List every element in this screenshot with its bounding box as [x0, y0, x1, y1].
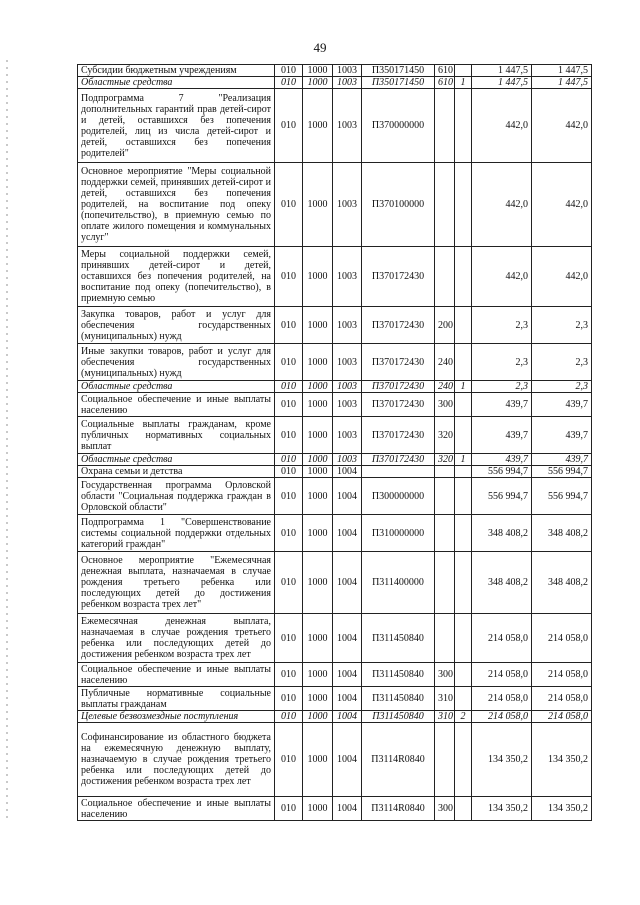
code-target: П370172430: [362, 393, 435, 417]
code-section: 1000: [303, 797, 333, 821]
amount-1: 2,3: [472, 344, 532, 381]
table-row: [78, 393, 592, 417]
code-source: [455, 797, 472, 821]
table-row: [78, 247, 592, 307]
code-subsection: 1004: [333, 723, 362, 797]
code-subsection: 1004: [333, 687, 362, 711]
row-description: Основное мероприятие "Ежемесячная денежная выплата, назначаемая в случае рождения третьего ребенка или последующих детей до достижения ребенком возраста трех лет": [78, 552, 275, 614]
table-row: [78, 65, 592, 77]
code-target: П311450840: [362, 711, 435, 723]
code-source: [455, 663, 472, 687]
amount-2: 134 350,2: [532, 723, 592, 797]
amount-1: 442,0: [472, 247, 532, 307]
table-row: [78, 454, 592, 466]
code-section: 1000: [303, 687, 333, 711]
amount-2: 442,0: [532, 247, 592, 307]
code-target: П311450840: [362, 687, 435, 711]
code-source: [455, 723, 472, 797]
code-source: 1: [455, 381, 472, 393]
code-section: 1000: [303, 163, 333, 247]
table-row: [78, 711, 592, 723]
table-row: [78, 417, 592, 454]
code-ministry: 010: [275, 663, 303, 687]
table-row: [78, 163, 592, 247]
binding-marks: [6, 60, 8, 820]
code-section: 1000: [303, 454, 333, 466]
code-target: П311450840: [362, 663, 435, 687]
code-subsection: 1003: [333, 163, 362, 247]
code-section: 1000: [303, 89, 333, 163]
code-expense-type: 320: [435, 417, 455, 454]
amount-2: 439,7: [532, 393, 592, 417]
code-ministry: 010: [275, 247, 303, 307]
row-description: Закупка товаров, работ и услуг для обеспечения государственных (муниципальных) нужд: [78, 307, 275, 344]
code-expense-type: 240: [435, 381, 455, 393]
code-section: 1000: [303, 381, 333, 393]
code-expense-type: [435, 478, 455, 515]
table-row: [78, 77, 592, 89]
amount-2: 214 058,0: [532, 663, 592, 687]
code-ministry: 010: [275, 797, 303, 821]
row-description: Меры социальной поддержки семей, принявших детей-сирот и детей, оставшихся без попечения родителей, на воспитание под опеку (попечительство), в приемную семью: [78, 247, 275, 307]
code-section: 1000: [303, 614, 333, 663]
row-description: Основное мероприятие "Меры социальной поддержки семей, принявших детей-сирот и детей, оставшихся без попечения родителей, на воспитание под опеку (попечительство), в приемную семью по оплате жилого помещения и коммунальных услуг": [78, 163, 275, 247]
amount-2: 439,7: [532, 454, 592, 466]
code-expense-type: [435, 614, 455, 663]
code-expense-type: 240: [435, 344, 455, 381]
amount-1: 442,0: [472, 163, 532, 247]
code-expense-type: 310: [435, 687, 455, 711]
code-ministry: 010: [275, 65, 303, 77]
code-source: [455, 65, 472, 77]
amount-2: 2,3: [532, 344, 592, 381]
table-row: [78, 723, 592, 797]
code-subsection: 1004: [333, 797, 362, 821]
code-section: 1000: [303, 663, 333, 687]
code-target: П370172430: [362, 307, 435, 344]
code-expense-type: 300: [435, 393, 455, 417]
code-section: 1000: [303, 247, 333, 307]
code-expense-type: [435, 466, 455, 478]
code-subsection: 1003: [333, 344, 362, 381]
amount-2: 348 408,2: [532, 515, 592, 552]
amount-2: 1 447,5: [532, 65, 592, 77]
row-description: Подпрограмма 1 "Совершенствование системы социальной поддержки отдельных категорий граждан": [78, 515, 275, 552]
code-ministry: 010: [275, 307, 303, 344]
code-section: 1000: [303, 552, 333, 614]
code-ministry: 010: [275, 478, 303, 515]
amount-2: 214 058,0: [532, 614, 592, 663]
amount-1: 2,3: [472, 307, 532, 344]
table-row: [78, 381, 592, 393]
code-source: [455, 614, 472, 663]
code-source: [455, 307, 472, 344]
row-description: Целевые безвозмездные поступления: [78, 711, 275, 723]
code-source: 1: [455, 77, 472, 89]
code-target: П350171450: [362, 65, 435, 77]
code-subsection: 1004: [333, 711, 362, 723]
row-description: Государственная программа Орловской области "Социальная поддержка граждан в Орловской области": [78, 478, 275, 515]
code-target: П311400000: [362, 552, 435, 614]
code-source: [455, 466, 472, 478]
code-ministry: 010: [275, 417, 303, 454]
code-source: [455, 247, 472, 307]
code-subsection: 1003: [333, 65, 362, 77]
code-subsection: 1003: [333, 77, 362, 89]
code-source: [455, 478, 472, 515]
table-row: [78, 478, 592, 515]
row-description: Социальные выплаты гражданам, кроме публичных нормативных социальных выплат: [78, 417, 275, 454]
code-subsection: 1003: [333, 381, 362, 393]
amount-1: 134 350,2: [472, 797, 532, 821]
code-section: 1000: [303, 344, 333, 381]
amount-1: 134 350,2: [472, 723, 532, 797]
row-description: Социальное обеспечение и иные выплаты населению: [78, 393, 275, 417]
amount-1: 1 447,5: [472, 77, 532, 89]
amount-1: 439,7: [472, 417, 532, 454]
code-expense-type: 200: [435, 307, 455, 344]
code-source: [455, 552, 472, 614]
code-target: П370172430: [362, 344, 435, 381]
row-description: Областные средства: [78, 454, 275, 466]
table-row: [78, 515, 592, 552]
code-section: 1000: [303, 478, 333, 515]
code-target: П370172430: [362, 454, 435, 466]
code-ministry: 010: [275, 89, 303, 163]
code-target: П311450840: [362, 614, 435, 663]
code-target: П300000000: [362, 478, 435, 515]
code-subsection: 1004: [333, 663, 362, 687]
amount-2: 439,7: [532, 417, 592, 454]
table-row: [78, 307, 592, 344]
amount-1: 1 447,5: [472, 65, 532, 77]
budget-table: [77, 64, 592, 821]
code-subsection: 1003: [333, 247, 362, 307]
code-ministry: 010: [275, 393, 303, 417]
row-description: Областные средства: [78, 381, 275, 393]
row-description: Охрана семьи и детства: [78, 466, 275, 478]
amount-2: 214 058,0: [532, 711, 592, 723]
code-subsection: 1003: [333, 417, 362, 454]
code-source: [455, 417, 472, 454]
code-source: [455, 344, 472, 381]
row-description: Ежемесячная денежная выплата, назначаемая в случае рождения третьего ребенка или последующих детей до достижения ребенком возраста трех лет: [78, 614, 275, 663]
code-source: [455, 687, 472, 711]
code-ministry: 010: [275, 466, 303, 478]
code-section: 1000: [303, 77, 333, 89]
code-ministry: 010: [275, 77, 303, 89]
amount-1: 214 058,0: [472, 663, 532, 687]
amount-1: 214 058,0: [472, 687, 532, 711]
code-ministry: 010: [275, 687, 303, 711]
row-description: Областные средства: [78, 77, 275, 89]
amount-2: 1 447,5: [532, 77, 592, 89]
code-target: П3114R0840: [362, 723, 435, 797]
code-section: 1000: [303, 417, 333, 454]
amount-1: 348 408,2: [472, 515, 532, 552]
code-subsection: 1003: [333, 307, 362, 344]
code-subsection: 1004: [333, 614, 362, 663]
code-source: 2: [455, 711, 472, 723]
code-expense-type: [435, 723, 455, 797]
code-expense-type: 320: [435, 454, 455, 466]
code-ministry: 010: [275, 723, 303, 797]
table-row: [78, 552, 592, 614]
page-number: 49: [313, 40, 327, 55]
amount-2: 2,3: [532, 307, 592, 344]
code-expense-type: [435, 247, 455, 307]
amount-1: 442,0: [472, 89, 532, 163]
amount-1: 439,7: [472, 393, 532, 417]
row-description: Софинансирование из областного бюджета на ежемесячную денежную выплату, назначаемую в случае рождения третьего ребенка или последующих детей до достижения ребенком возраста трех лет: [78, 723, 275, 797]
amount-1: 214 058,0: [472, 711, 532, 723]
amount-1: 439,7: [472, 454, 532, 466]
code-target: П310000000: [362, 515, 435, 552]
table-row: [78, 663, 592, 687]
code-source: [455, 89, 472, 163]
code-expense-type: 300: [435, 663, 455, 687]
code-source: [455, 163, 472, 247]
code-expense-type: [435, 163, 455, 247]
code-ministry: 010: [275, 454, 303, 466]
table-row: [78, 614, 592, 663]
row-description: Субсидии бюджетным учреждениям: [78, 65, 275, 77]
row-description: Социальное обеспечение и иные выплаты населению: [78, 663, 275, 687]
code-target: П370172430: [362, 381, 435, 393]
amount-2: 442,0: [532, 89, 592, 163]
code-ministry: 010: [275, 163, 303, 247]
row-description: Подпрограмма 7 "Реализация дополнительных гарантий прав детей-сирот и детей, оставшихся без попечения родителей, лиц из числа детей-сирот и детей, оставшихся без попечения родителей": [78, 89, 275, 163]
code-subsection: 1004: [333, 478, 362, 515]
amount-1: 2,3: [472, 381, 532, 393]
amount-2: 348 408,2: [532, 552, 592, 614]
code-target: П370100000: [362, 163, 435, 247]
code-section: 1000: [303, 515, 333, 552]
code-source: [455, 393, 472, 417]
code-expense-type: [435, 552, 455, 614]
code-subsection: 1003: [333, 454, 362, 466]
code-subsection: 1004: [333, 515, 362, 552]
row-description: Публичные нормативные социальные выплаты гражданам: [78, 687, 275, 711]
row-description: Социальное обеспечение и иные выплаты населению: [78, 797, 275, 821]
code-expense-type: [435, 515, 455, 552]
code-section: 1000: [303, 711, 333, 723]
amount-2: 556 994,7: [532, 466, 592, 478]
code-section: 1000: [303, 723, 333, 797]
code-ministry: 010: [275, 381, 303, 393]
code-target: П370000000: [362, 89, 435, 163]
code-expense-type: 610: [435, 65, 455, 77]
code-section: 1000: [303, 466, 333, 478]
table-row: [78, 89, 592, 163]
code-subsection: 1003: [333, 393, 362, 417]
code-target: П350171450: [362, 77, 435, 89]
code-subsection: 1004: [333, 552, 362, 614]
amount-1: 556 994,7: [472, 466, 532, 478]
table-row: [78, 466, 592, 478]
row-description: Иные закупки товаров, работ и услуг для обеспечения государственных (муниципальных) нужд: [78, 344, 275, 381]
code-section: 1000: [303, 307, 333, 344]
amount-1: 556 994,7: [472, 478, 532, 515]
amount-2: 442,0: [532, 163, 592, 247]
code-expense-type: 310: [435, 711, 455, 723]
code-source: [455, 515, 472, 552]
amount-1: 214 058,0: [472, 614, 532, 663]
code-section: 1000: [303, 65, 333, 77]
code-source: 1: [455, 454, 472, 466]
amount-2: 556 994,7: [532, 478, 592, 515]
code-target: П3114R0840: [362, 797, 435, 821]
code-ministry: 010: [275, 711, 303, 723]
code-subsection: 1003: [333, 89, 362, 163]
amount-2: 214 058,0: [532, 687, 592, 711]
code-ministry: 010: [275, 344, 303, 381]
table-row: [78, 344, 592, 381]
table-row: [78, 687, 592, 711]
code-ministry: 010: [275, 614, 303, 663]
code-target: [362, 466, 435, 478]
code-ministry: 010: [275, 515, 303, 552]
code-target: П370172430: [362, 247, 435, 307]
amount-2: 2,3: [532, 381, 592, 393]
amount-1: 348 408,2: [472, 552, 532, 614]
code-ministry: 010: [275, 552, 303, 614]
table-row: [78, 797, 592, 821]
code-subsection: 1004: [333, 466, 362, 478]
amount-2: 134 350,2: [532, 797, 592, 821]
code-target: П370172430: [362, 417, 435, 454]
code-expense-type: 300: [435, 797, 455, 821]
code-expense-type: [435, 89, 455, 163]
code-expense-type: 610: [435, 77, 455, 89]
code-section: 1000: [303, 393, 333, 417]
